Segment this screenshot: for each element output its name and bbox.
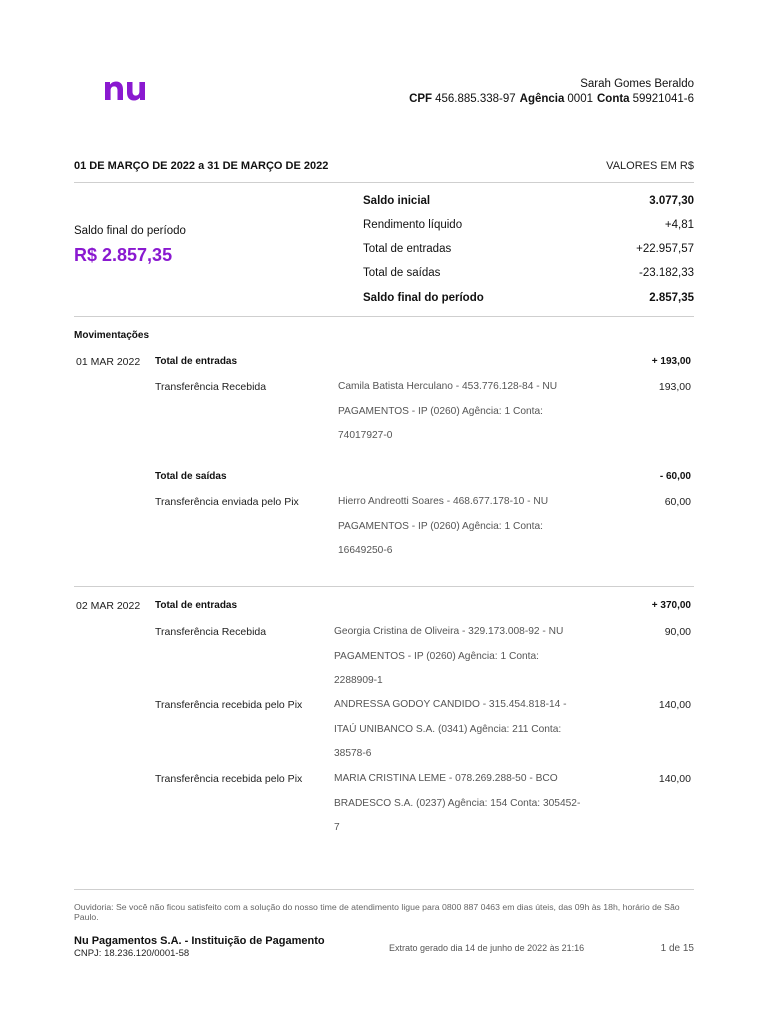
transaction-type: Transferência enviada pelo Pix — [155, 496, 299, 508]
transaction-type: Transferência recebida pelo Pix — [155, 699, 303, 711]
currency-note: VALORES EM R$ — [606, 160, 694, 172]
transaction-description: Hierro Andreotti Soares - 468.677.178-10 - NU PAGAMENTOS - IP (0260) Agência: 1 Conta: 16649250-6 — [338, 496, 549, 556]
summary-label: Total de saídas — [363, 267, 441, 279]
summary-row — [363, 243, 694, 259]
transaction-value: 90,00 — [664, 626, 691, 638]
account-info — [405, 77, 694, 107]
transaction-type: Transferência recebida pelo Pix — [155, 773, 303, 785]
transaction-type: Transferência Recebida — [155, 626, 267, 638]
summary-value: +4,81 — [664, 219, 694, 231]
customer-name: Sarah Gomes Beraldo — [580, 78, 694, 90]
summary-row — [363, 219, 694, 235]
movimentacoes-title: Movimentações — [74, 330, 150, 341]
group-total: + 193,00 — [651, 356, 691, 367]
conta-value: 59921041-6 — [632, 93, 694, 105]
group-label: Total de entradas — [155, 356, 238, 367]
nubank-logo — [102, 76, 148, 102]
transaction-description: Camila Batista Herculano - 453.776.128-84 - NU PAGAMENTOS - IP (0260) Agência: 1 Conta: 74017927-0 — [338, 381, 558, 441]
saldo-final-value: R$ 2.857,35 — [74, 245, 173, 265]
divider — [74, 586, 694, 587]
summary-label: Saldo inicial — [363, 195, 431, 207]
cpf-label: CPF — [409, 93, 433, 105]
summary-label: Rendimento líquido — [363, 219, 463, 231]
summary-label: Saldo final do período — [363, 292, 484, 304]
company-cnpj: CNPJ: 18.236.120/0001-58 — [74, 948, 190, 959]
summary-value: -23.182,33 — [639, 267, 694, 279]
summary-value: 3.077,30 — [649, 195, 694, 207]
agencia-value: 0001 — [567, 93, 593, 105]
statement-period: 01 DE MARÇO DE 2022 a 31 DE MARÇO DE 2022 — [74, 160, 329, 172]
transaction-description: MARIA CRISTINA LEME - 078.269.288-50 - BCO BRADESCO S.A. (0237) Agência: 154 Conta: 305452-7 — [334, 773, 581, 833]
day-date: 01 MAR 2022 — [76, 356, 141, 368]
summary-row — [363, 267, 694, 283]
generated-timestamp: Extrato gerado dia 14 de junho de 2022 às 21:16 — [389, 943, 585, 953]
summary-label: Total de entradas — [363, 243, 452, 255]
transaction-description: Georgia Cristina de Oliveira - 329.173.008-92 - NU PAGAMENTOS - IP (0260) Agência: 1 Conta: 2288909-1 — [334, 626, 564, 686]
summary-value: 2.857,35 — [649, 292, 694, 304]
summary-row — [363, 292, 694, 308]
day-date: 02 MAR 2022 — [76, 600, 141, 612]
conta-label: Conta — [597, 93, 630, 105]
divider — [74, 182, 694, 183]
summary-value: +22.957,57 — [636, 243, 694, 255]
saldo-final-label: Saldo final do período — [74, 225, 186, 237]
transaction-value: 193,00 — [658, 381, 691, 393]
cpf-value: 456.885.338-97 — [435, 93, 516, 105]
group-label: Total de saídas — [155, 471, 227, 482]
transaction-value: 60,00 — [664, 496, 691, 508]
divider — [74, 316, 694, 317]
agencia-label: Agência — [519, 93, 565, 105]
divider — [74, 889, 694, 890]
group-label: Total de entradas — [155, 600, 238, 611]
summary-row — [363, 195, 694, 211]
transaction-type: Transferência Recebida — [155, 381, 267, 393]
transaction-description: ANDRESSA GODOY CANDIDO - 315.454.818-14 - ITAÚ UNIBANCO S.A. (0341) Agência: 211 Conta: 38578-6 — [334, 699, 567, 759]
transaction-value: 140,00 — [658, 773, 691, 785]
ouvidoria-note: Ouvidoria: Se você não ficou satisfeito com a solução do nosso time de atendimento ligue para 0800 887 0463 em dias úteis, das 09h às 18h, horário de São Paulo. — [74, 902, 680, 922]
group-total: + 370,00 — [651, 600, 691, 611]
transaction-value: 140,00 — [658, 699, 691, 711]
group-total: - 60,00 — [659, 471, 691, 482]
page-number: 1 de 15 — [660, 943, 694, 954]
company-name: Nu Pagamentos S.A. - Instituição de Pagamento — [74, 935, 325, 947]
